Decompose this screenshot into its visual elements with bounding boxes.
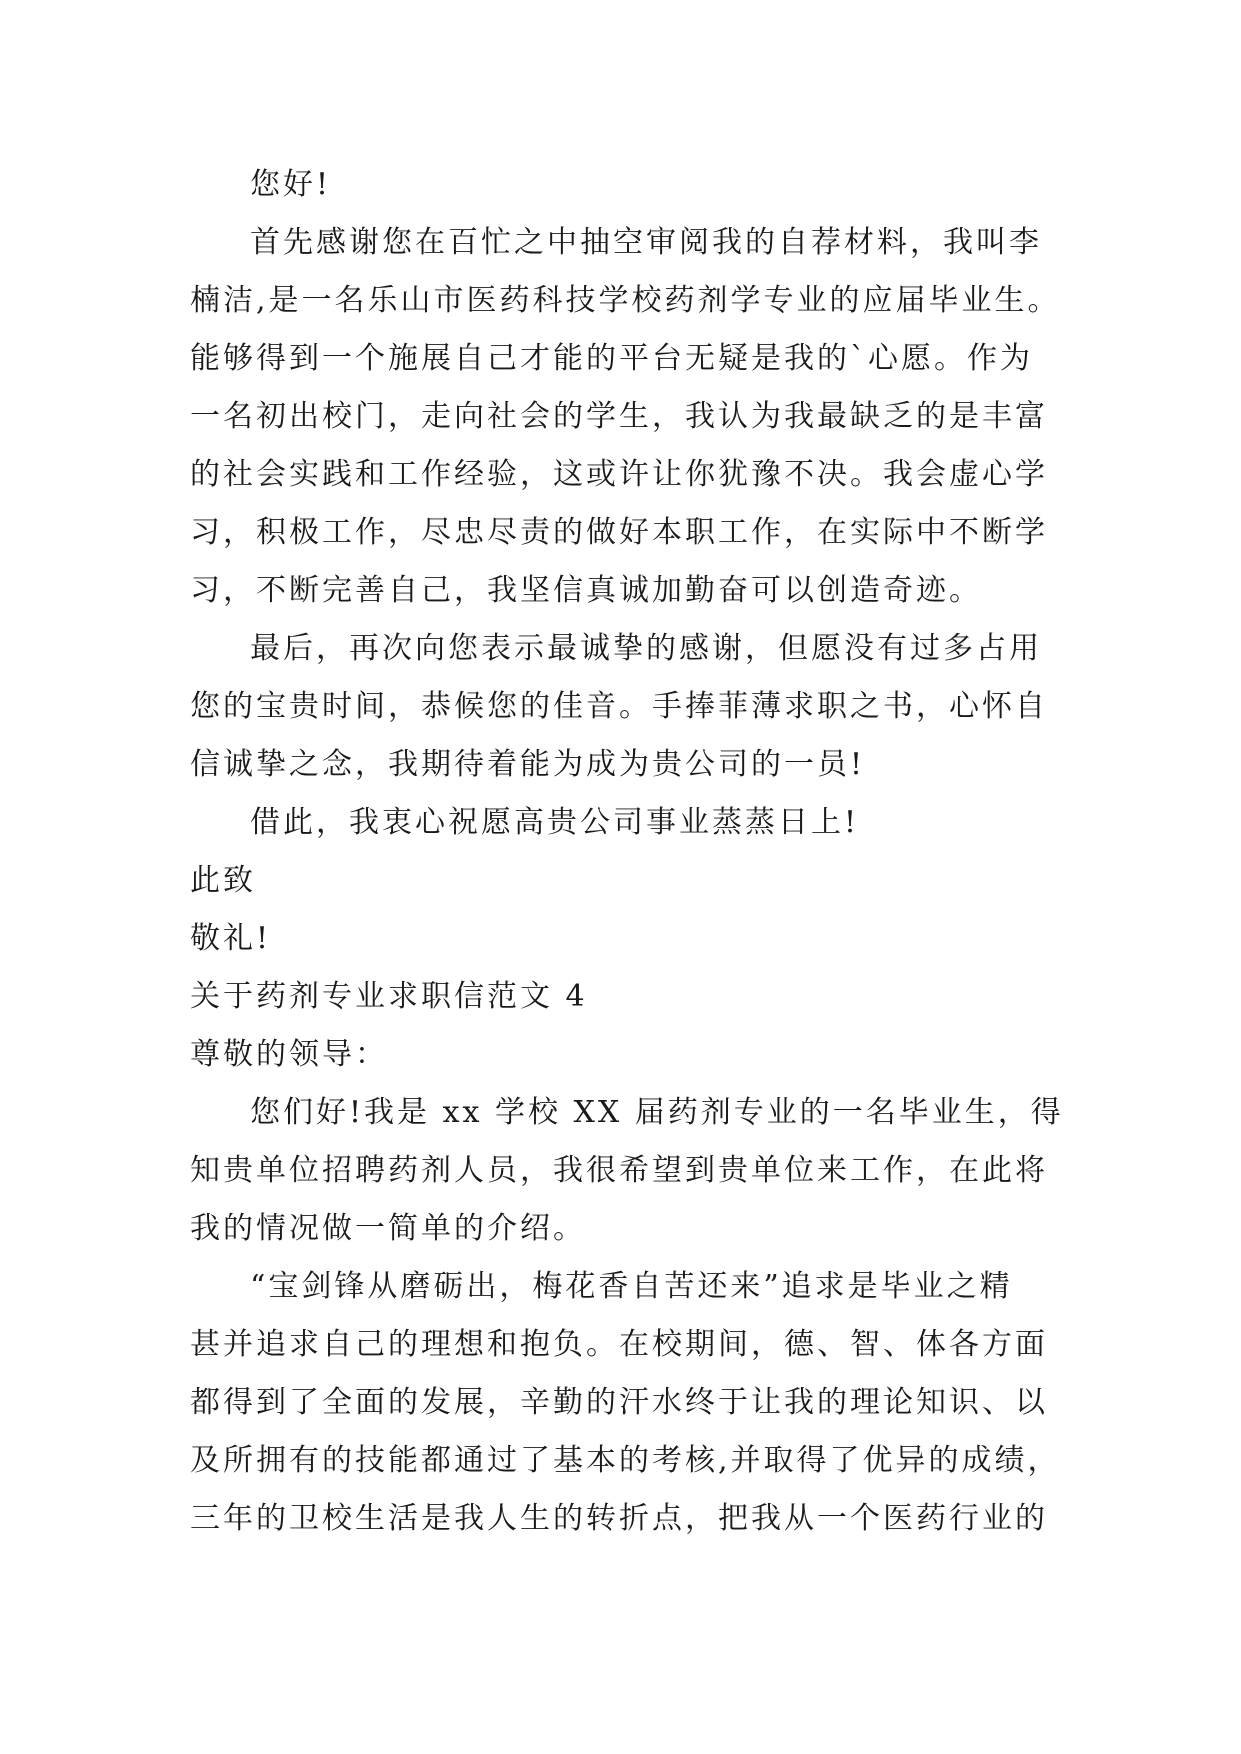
greeting-line: 您好! <box>250 167 332 202</box>
paragraph-line: 借此，我衷心祝愿高贵公司事业蒸蒸日上! <box>250 805 860 840</box>
paragraph-line: 一名初出校门，走向社会的学生，我认为我最缺乏的是丰富 <box>190 399 1048 434</box>
paragraph-line: 楠洁,是一名乐山市医药科技学校药剂学专业的应届毕业生。 <box>190 283 1061 318</box>
paragraph-line: 我的情况做一简单的介绍。 <box>190 1211 586 1246</box>
paragraph-line: 您们好!我是 xx 学校 XX 届药剂专业的一名毕业生，得 <box>250 1095 1064 1130</box>
paragraph-line: “宝剑锋从磨砺出，梅花香自苦还来”追求是毕业之精 <box>250 1269 1013 1304</box>
paragraph-line: 信诚挚之念，我期待着能为成为贵公司的一员! <box>190 747 866 782</box>
paragraph-line: 都得到了全面的发展，辛勤的汗水终于让我的理论知识、以 <box>190 1385 1048 1420</box>
paragraph-line: 最后，再次向您表示最诚挚的感谢，但愿没有过多占用 <box>250 631 1042 666</box>
paragraph-line: 习，不断完善自己，我坚信真诚加勤奋可以创造奇迹。 <box>190 573 982 608</box>
paragraph-line: 的社会实践和工作经验，这或许让你犹豫不决。我会虚心学 <box>190 457 1048 492</box>
section-title: 关于药剂专业求职信范文 4 <box>190 979 588 1014</box>
closing-line: 敬礼! <box>190 921 272 956</box>
paragraph-line: 首先感谢您在百忙之中抽空审阅我的自荐材料，我叫李 <box>250 225 1042 260</box>
paragraph-line: 知贵单位招聘药剂人员，我很希望到贵单位来工作，在此将 <box>190 1153 1048 1188</box>
paragraph-line: 能够得到一个施展自己才能的平台无疑是我的`心愿。作为 <box>190 341 1033 376</box>
paragraph-line: 及所拥有的技能都通过了基本的考核,并取得了优异的成绩， <box>190 1443 1061 1478</box>
salutation-line: 尊敬的领导： <box>190 1037 388 1072</box>
paragraph-line: 习，积极工作，尽忠尽责的做好本职工作，在实际中不断学 <box>190 515 1048 550</box>
paragraph-line: 您的宝贵时间，恭候您的佳音。手捧菲薄求职之书，心怀自 <box>190 689 1048 724</box>
paragraph-line: 甚并追求自己的理想和抱负。在校期间，德、智、体各方面 <box>190 1327 1048 1362</box>
closing-line: 此致 <box>190 863 256 898</box>
paragraph-line: 三年的卫校生活是我人生的转折点，把我从一个医药行业的 <box>190 1501 1048 1536</box>
